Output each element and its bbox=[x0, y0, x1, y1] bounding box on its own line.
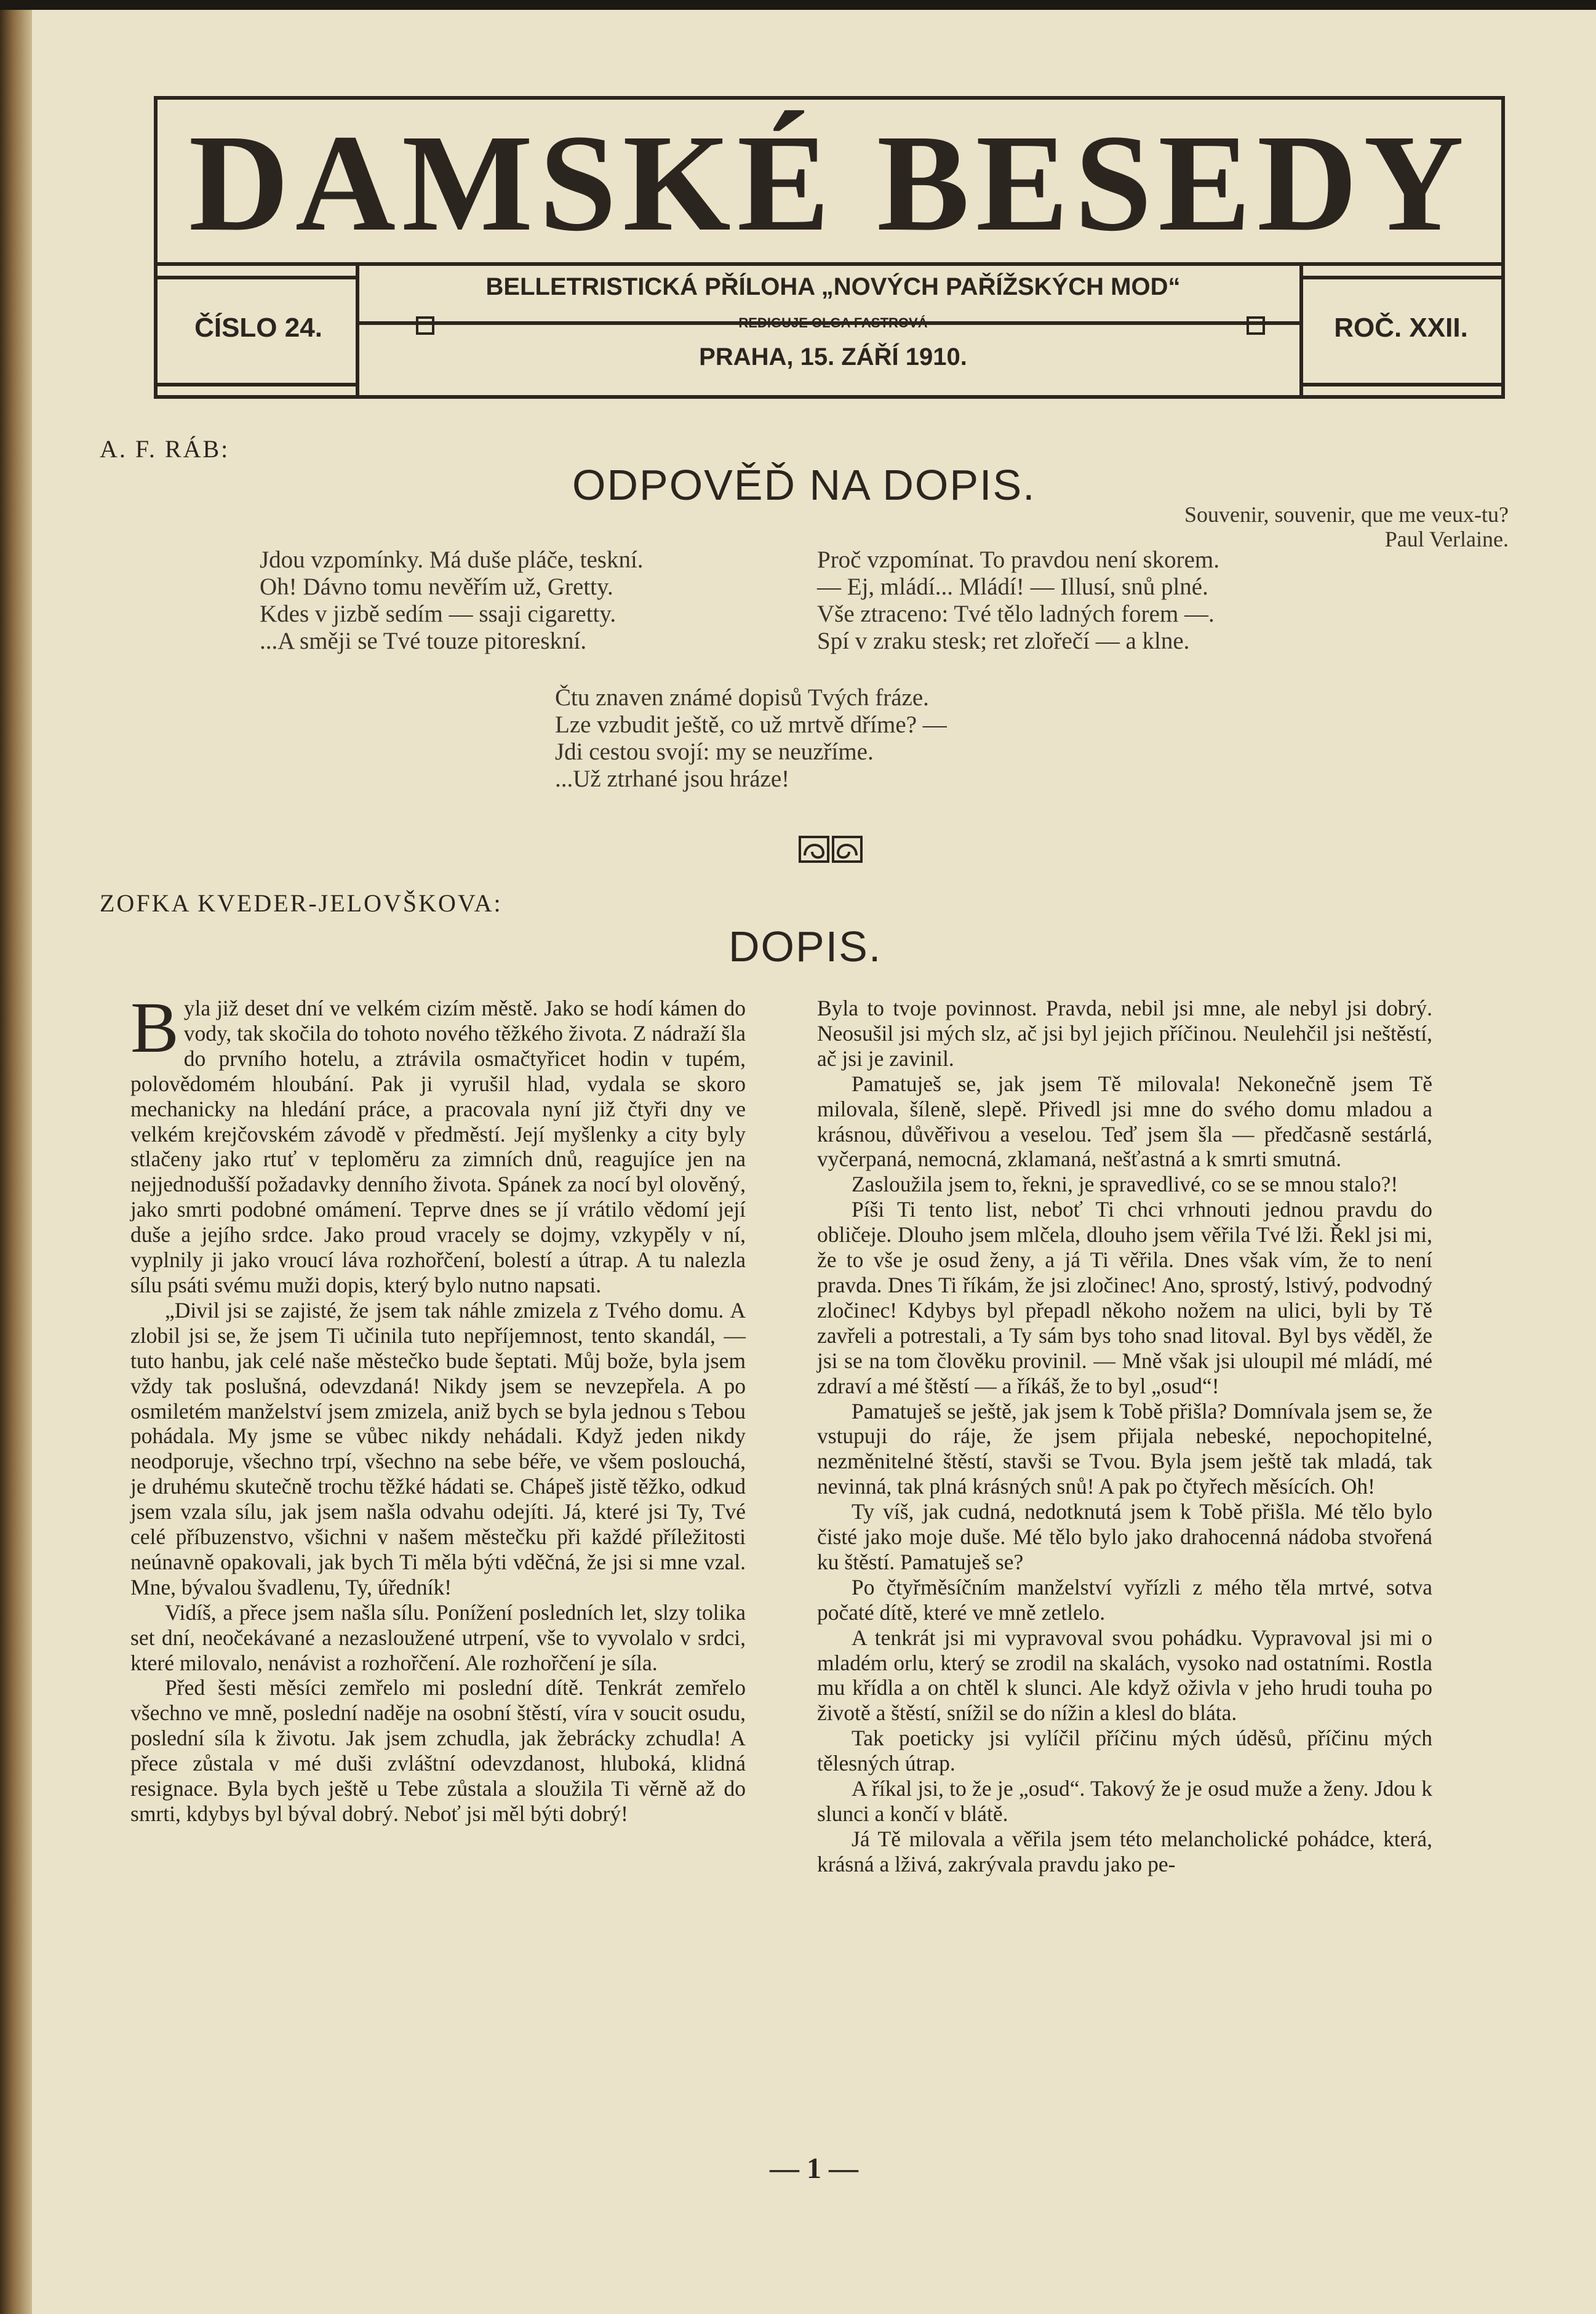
volume-number: ROČ. XXII. bbox=[1334, 313, 1468, 343]
paragraph: Pamatuješ se, jak jsem Tě milovala! Nekonečně jsem Tě milovala, šíleně, slepě. Přivedl jsi mne do svého domu mladou a krásnou, důvěřivou a veselou. Teď jsem šla — předčasně sestárlá, vyčerpaná, nemocná, zklamaná, nešťastná a k smrti smutná. bbox=[817, 1071, 1432, 1172]
verse-line: Proč vzpomínat. To pravdou není skorem. bbox=[817, 546, 1220, 573]
verse-line: Vše ztraceno: Tvé tělo ladných forem —. bbox=[817, 601, 1215, 627]
paragraph: Tak poeticky jsi vylíčil příčinu mých úděsů, příčinu mých tělesných útrap. bbox=[817, 1726, 1432, 1776]
square-ornament-icon bbox=[1247, 316, 1265, 335]
drop-cap: B bbox=[130, 987, 179, 1068]
masthead-rule bbox=[1299, 276, 1501, 279]
paragraph: A tenkrát jsi mi vypravoval svou pohádku. Vypravoval jsi mi o mladém orlu, který se zrodil na skalách, vysoko nad ostatními. Rostla mu křídla a on chtěl k slunci. Ale když oživla v jeho hrudi touha po životě a štěstí, snížil se do nížin a klesl do bláta. bbox=[817, 1625, 1432, 1726]
paragraph-text: yla již deset dní ve velkém cizím městě. Jako se hodí kámen do vody, tak skočila do tohoto nového těžkého života. Z nádraží šla do prvního hotelu, a ztrávila osmačtyřicet hodin v tupém, polovědomém hloubání. Pak ji vyrušil hlad, vydala se skoro mechanicky na hledání práce, a pracovala nyní již čtyři dny ve velkém krejčovském závodě v předměstí. Její myšlenky a city byly stlačeny jako rtuť v teploměru za zimních dnů, reagujíce jen na nejjednodušší požadavky denního života. Spánek za nocí byl olověný, jako smrti podobné omámení. Teprve dnes se jí vrátilo vědomí její duše a jejího srdce. Jako proud vracely se dojmy, vzkypěly v ní, vyplnily ji jako vroucí láva rozhořčení, bolestí a útrap. A tu nalezla sílu psáti svému muži dopis, který bylo nutno napsati. bbox=[130, 996, 746, 1297]
paragraph: „Divil jsi se zajisté, že jsem tak náhle zmizela z Tvého domu. A zlobil jsi se, že jsem Ti učinila tuto nepříjemnost, tento skandál, — tuto hanbu, jak celé naše městečko bude šeptati. Můj bože, byla jsem vždy tak poslušná, odevzdaná! Nikdy jsem se nevzepřela. A po osmiletém manželství jsem zmizela, aniž bych se byla jednou s Tebou pohádala. My jsme se vůbec nikdy nehádali. Když jeden nikdy neodporuje, všechno trpí, všechno na sebe béře, ve všem poslouchá, je druhému skutečně trochu těžké hádati se. Chápeš jistě těžko, odkud jsem vzala sílu, jak jsem našla odvahu odejíti. Já, které jsi Ty, Tvé celé příbuzenstvo, všichni v našem městečku při každé příležitosti neúnavně opakovali, jak bych Ti měla býti vděčná, že jsi si mne vzal. Mne, bývalou švadlenu, Ty, úředník! bbox=[130, 1297, 746, 1599]
verse-line: Kdes v jizbě sedím — ssaji cigaretty. bbox=[260, 601, 616, 627]
paragraph: Píši Ti tento list, neboť Ti chci vrhnouti jednou pravdu do obličeje. Dlouho jsem mlčela, dlouho jsem věřila Tvé lži. Řekl jsi mi, že to vše je osud ženy, a já Ti věřila. Dnes však vím, že to není pravda. Dnes Ti říkám, že jsi zločinec! Ano, sprostý, lstivý, podvodný zločinec! Kdybys byl přepadl někoho nožem na ulici, byli by Tě zavřeli a potrestali, a Ty sám bys toho snad litoval. Byl bys věděl, že jsi se na tom člověku provinil. — Mně však jsi uloupil mé mládí, mé zdraví a mé štěstí — a říkáš, že to byl „osud“! bbox=[817, 1197, 1432, 1398]
poem-stanza-1 bbox=[260, 546, 644, 655]
paragraph: Před šesti měsíci zemřelo mi poslední dítě. Tenkrát zemřelo všechno ve mně, poslední naděje na osobní štěstí, víra v soucit osudu, poslední síla k životu. Jak jsem zchudla, jak žebrácky zchudla! A přece zůstala v mé duši zvláštní odevzdanost, hluboká, klidná resignace. Byla bych ještě u Tebe zůstala a sloužila Ti věrně až do smrti, kdybys byl býval dobrý. Neboť jsi měl býti dobrý! bbox=[130, 1675, 746, 1826]
verse-line: Jdou vzpomínky. Má duše pláče, teskní. bbox=[260, 546, 644, 573]
masthead bbox=[154, 96, 1505, 399]
verse-line: Oh! Dávno tomu nevěřím už, Gretty. bbox=[260, 574, 613, 600]
motto-text: Souvenir, souvenir, que me veux-tu? bbox=[1184, 502, 1509, 527]
paragraph: A říkal jsi, to že je „osud“. Takový že je osud muže a ženy. Jdou k slunci a končí v blátě. bbox=[817, 1776, 1432, 1826]
verse-line: Spí v zraku stesk; ret zlořečí — a klne. bbox=[817, 628, 1190, 654]
poem-motto bbox=[955, 502, 1509, 551]
paragraph: Zasloužila jsem to, řekni, je spravedlivé, co se se mnou stalo?! bbox=[852, 1172, 1398, 1197]
poem-title: ODPOVĚĎ NA DOPIS. bbox=[572, 461, 1036, 509]
paragraph bbox=[130, 987, 746, 1298]
place-date: PRAHA, 15. ZÁŘÍ 1910. bbox=[699, 343, 967, 370]
paragraph: Ty víš, jak cudná, nedotknutá jsem k Tobě přišla. Mé tělo bylo čisté jako moje duše. Mé tělo bylo jako drahocenná nádoba stvořená ku štěstí. Pamatuješ se? bbox=[817, 1499, 1432, 1574]
story-author: ZOFKA KVEDER-JELOVŠKOVA: bbox=[100, 889, 503, 917]
masthead-rule bbox=[158, 276, 359, 279]
poem-stanza-3 bbox=[555, 684, 947, 793]
story-column-left bbox=[130, 987, 746, 1827]
book-spine-edge bbox=[0, 0, 32, 2314]
masthead-divider bbox=[1299, 262, 1303, 399]
masthead-editor: REDIGUJE OLGA FASTROVÁ bbox=[738, 315, 928, 330]
paragraph: Vidíš, a přece jsem našla sílu. Ponížení posledních let, slzy tolika set dní, neočekávané a nezasloužené utrpení, vše to vyvolalo v srdci, které milovalo, nenávist a rozhořčení. Ale rozhořčení je síla. bbox=[130, 1599, 746, 1675]
masthead-subtitle: BELLETRISTICKÁ PŘÍLOHA „NOVÝCH PAŘÍŽSKÝCH MOD“ bbox=[485, 273, 1181, 300]
masthead-rule bbox=[158, 383, 359, 386]
motto-author: Paul Verlaine. bbox=[1384, 527, 1509, 551]
verse-line: Lze vzbudit ještě, co už mrtvě dříme? — bbox=[555, 711, 947, 738]
newspaper-page bbox=[32, 10, 1596, 2314]
paragraph: Pamatuješ se ještě, jak jsem k Tobě přišla? Domnívala jsem se, že vstupuji do ráje, že jsem přijala nebeské, nepochopitelné, nezměnitelné štěstí, stavši se Tvou. Byla jsem ještě tak mladá, tak nevinná, tak plná krásných snů! A pak po čtyřech měsících. Oh! bbox=[817, 1398, 1432, 1499]
verse-line: ...A směji se Tvé touze pitoreskní. bbox=[260, 628, 587, 654]
masthead-rule bbox=[1299, 383, 1501, 386]
paragraph: Po čtyřměsíčním manželství vyřízli z mého těla mrtvé, sotva počaté dítě, které ve mně zetlelo. bbox=[817, 1574, 1432, 1625]
top-scan-edge bbox=[0, 0, 1596, 10]
poem-author: A. F. RÁB: bbox=[100, 435, 230, 463]
section-divider-ornament-icon bbox=[799, 835, 863, 864]
verse-line: — Ej, mládí... Mládí! — Illusí, snů plné. bbox=[817, 574, 1208, 600]
poem-stanza-2 bbox=[817, 546, 1219, 655]
verse-line: ...Už ztrhané jsou hráze! bbox=[555, 766, 790, 792]
masthead-divider bbox=[356, 262, 359, 399]
paragraph: Já Tě milovala a věřila jsem této melancholické pohádce, která, krásná a lživá, zakrývala pravdu jako pe- bbox=[817, 1826, 1432, 1876]
verse-line: Jdi cestou svojí: my se neuzříme. bbox=[555, 739, 874, 765]
masthead-title: DAMSKÉ BESEDY bbox=[188, 106, 1470, 260]
page-number: — 1 — bbox=[770, 2152, 858, 2185]
verse-line: Čtu znaven známé dopisů Tvých fráze. bbox=[555, 684, 929, 711]
story-column-right bbox=[817, 996, 1432, 1877]
story-title: DOPIS. bbox=[728, 923, 882, 971]
square-ornament-icon bbox=[416, 316, 434, 335]
paragraph: Byla to tvoje povinnost. Pravda, nebil jsi mne, ale nebyl jsi dobrý. Neosušil jsi mých slz, ač jsi byl jejich příčinou. Neulehčil jsi neštěstí, ač jsi je zavinil. bbox=[817, 996, 1432, 1071]
issue-number: ČÍSLO 24. bbox=[194, 313, 322, 343]
